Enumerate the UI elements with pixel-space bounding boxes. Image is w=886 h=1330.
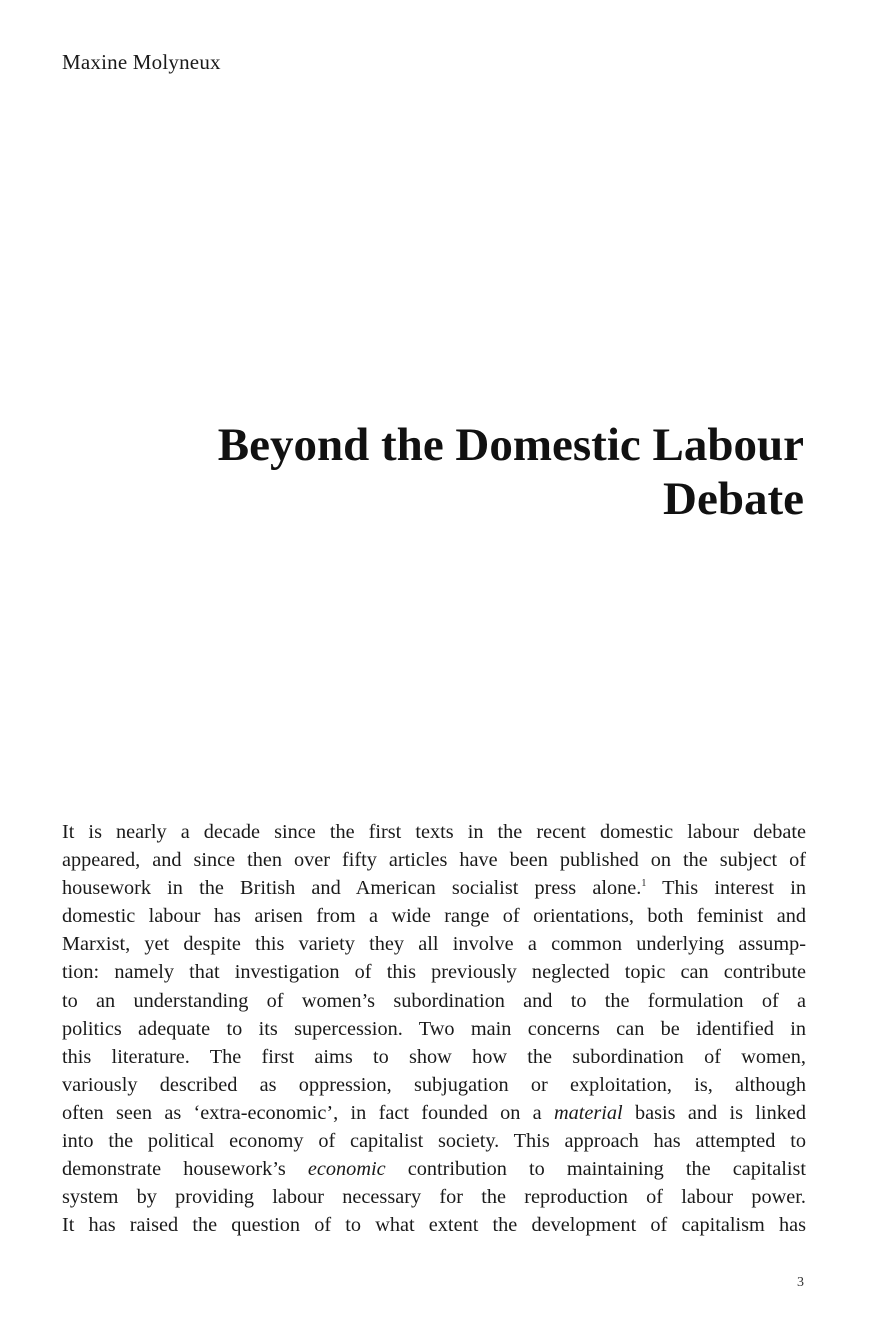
text-line: Marxist, yet despite this variety they all involve a common underlying assump- — [62, 933, 806, 956]
text-segment: This interest in — [646, 877, 806, 900]
text-line: system by providing labour necessary for the reproduction of labour power. — [62, 1186, 806, 1209]
text-segment: often seen as ‘extra-economic’, in fact founded on a — [62, 1101, 554, 1124]
title-line-1: Beyond the Domestic Labour — [217, 419, 804, 471]
text-line: It has raised the question of to what extent the development of capitalism has — [62, 1214, 806, 1237]
text-segment: housework in the British and American socialist press alone. — [62, 877, 642, 900]
text-line: to an understanding of women’s subordination and to the formulation of a — [62, 989, 806, 1012]
text-line: domestic labour has arisen from a wide range of orientations, both feminist and — [62, 905, 806, 928]
text-line — [62, 1155, 806, 1183]
text-line: this literature. The first aims to show how the subordination of women, — [62, 1045, 806, 1068]
text-line: appeared, and since then over fifty articles have been published on the subject of — [62, 849, 806, 872]
text-line: It is nearly a decade since the first texts in the recent domestic labour debate — [62, 821, 806, 843]
text-segment: demonstrate housework’s — [62, 1158, 308, 1181]
emphasis-material: material — [553, 1101, 623, 1124]
text-line: into the political economy of capitalist society. This approach has attempted to — [62, 1130, 806, 1153]
article-title — [104, 418, 804, 526]
footnote-marker[interactable]: 1 — [641, 878, 647, 890]
author-name: Maxine Molyneux — [62, 50, 221, 74]
text-segment: contribution to maintaining the capitalist — [385, 1158, 806, 1181]
text-line — [62, 1099, 806, 1127]
text-line — [62, 874, 806, 902]
page-number: 3 — [797, 1275, 804, 1290]
text-line: politics adequate to its supercession. Two main concerns can be identified in — [62, 1017, 806, 1040]
text-line: tion: namely that investigation of this previously neglected topic can contribute — [62, 961, 806, 984]
text-line: variously described as oppression, subjugation or exploitation, is, although — [62, 1073, 806, 1096]
title-line-2: Debate — [663, 473, 804, 525]
emphasis-economic: economic — [307, 1158, 386, 1181]
body-paragraph — [62, 818, 806, 1239]
text-segment: basis and is linked — [622, 1101, 806, 1124]
